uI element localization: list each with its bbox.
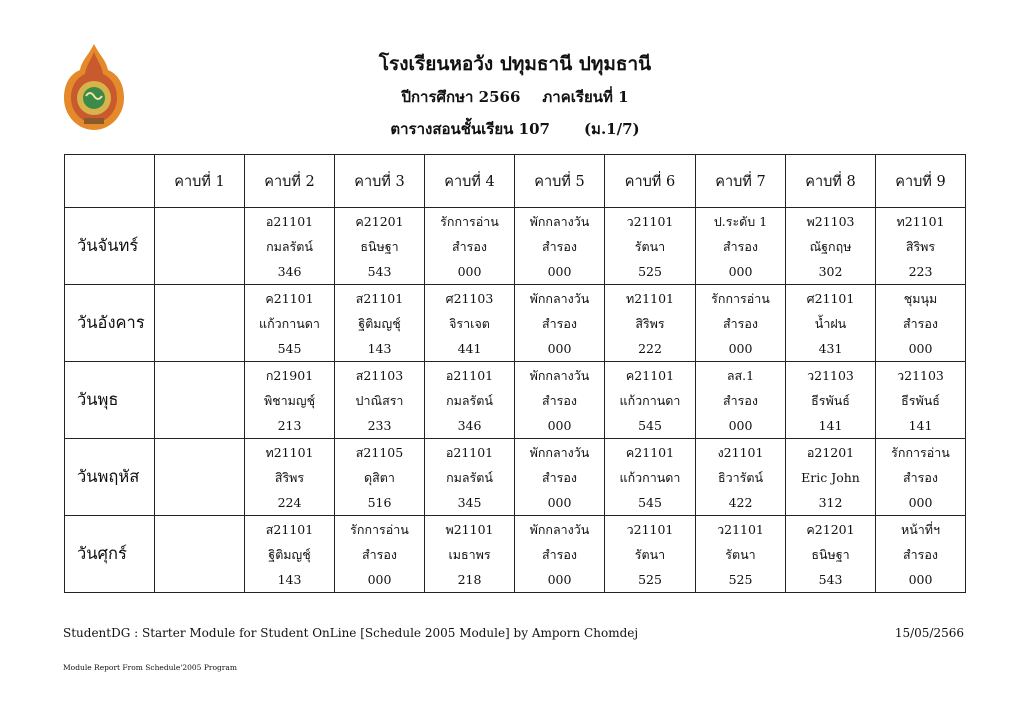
schedule-cell: [155, 439, 245, 516]
period-header: คาบที่ 6: [605, 155, 696, 208]
cell-code: ว21101: [626, 213, 674, 229]
cell-code: ก21901: [265, 367, 314, 383]
cell-code: พ21101: [445, 521, 494, 537]
schedule-cell: [605, 208, 696, 285]
cell-code: พักกลางวัน: [529, 367, 590, 383]
schedule-cell: [155, 285, 245, 362]
cell-room: 000: [728, 340, 753, 356]
cell-teacher: แก้วกานดา: [619, 469, 681, 485]
cell-teacher: เมธาพร: [448, 546, 491, 562]
day-label: วันอังคาร: [65, 285, 155, 362]
cell-room: 141: [908, 417, 933, 433]
cell-teacher: สำรอง: [723, 315, 758, 331]
cell-room: 224: [277, 494, 302, 510]
cell-code: ส21101: [265, 521, 314, 537]
cell-room: 312: [818, 494, 843, 510]
cell-room: 525: [728, 571, 753, 587]
cell-teacher: แก้วกานดา: [259, 315, 320, 331]
period-header: คาบที่ 4: [425, 155, 515, 208]
schedule-cell: [605, 285, 696, 362]
schedule-cell: [335, 285, 425, 362]
cell-teacher: ธีรพันธ์: [901, 392, 940, 408]
cell-code: รักการอ่าน: [350, 521, 409, 537]
schedule-cell: [245, 516, 335, 593]
schedule-cell: [515, 362, 605, 439]
schedule-cell: [515, 285, 605, 362]
cell-code: ว21103: [897, 367, 944, 383]
cell-code: รักการอ่าน: [711, 290, 770, 306]
cell-teacher: สำรอง: [362, 546, 397, 562]
cell-teacher: ธีรพันธ์: [811, 392, 850, 408]
schedule-cell: [696, 516, 786, 593]
cell-room: 543: [367, 263, 392, 279]
cell-room: 516: [367, 494, 392, 510]
schedule-cell: [425, 208, 515, 285]
cell-teacher: ดุสิตา: [364, 469, 395, 485]
schedule-cell: [786, 285, 876, 362]
period-header: คาบที่ 3: [335, 155, 425, 208]
schedule-cell: [335, 362, 425, 439]
cell-code: ป.ระดับ 1: [713, 213, 768, 229]
header-row: [65, 155, 966, 208]
cell-room: 233: [367, 417, 392, 433]
cell-room: 543: [818, 571, 843, 587]
day-label: วันจันทร์: [65, 208, 155, 285]
schedule-cell: [605, 439, 696, 516]
cell-teacher: สำรอง: [542, 469, 577, 485]
corner-cell: [65, 155, 155, 208]
cell-code: ว21101: [626, 521, 674, 537]
cell-code: พักกลางวัน: [529, 521, 590, 537]
cell-room: 223: [908, 263, 933, 279]
cell-teacher: สำรอง: [903, 315, 938, 331]
schedule-title-line: [250, 117, 780, 141]
cell-teacher: สำรอง: [542, 546, 577, 562]
cell-teacher: น้ำฝน: [814, 315, 847, 331]
day-label: วันศุกร์: [65, 516, 155, 593]
schedule-cell: [425, 285, 515, 362]
cell-teacher: สิริพร: [905, 238, 936, 254]
term: ภาคเรียนที่ 1: [542, 88, 629, 106]
cell-code: อ21101: [445, 367, 494, 383]
schedule-cell: [605, 362, 696, 439]
cell-code: ค21101: [625, 444, 675, 460]
cell-room: 000: [908, 340, 933, 356]
cell-code: อ21101: [445, 444, 494, 460]
cell-teacher: สำรอง: [542, 315, 577, 331]
cell-teacher: ณัฐกฤษ: [809, 238, 852, 254]
period-header: คาบที่ 7: [696, 155, 786, 208]
cell-room: 000: [547, 340, 572, 356]
cell-teacher: สำรอง: [542, 238, 577, 254]
day-label: วันพฤหัส: [65, 439, 155, 516]
table-row: [65, 362, 966, 439]
schedule-cell: [786, 439, 876, 516]
schedule-cell: [876, 439, 966, 516]
cell-room: 141: [818, 417, 843, 433]
table-row: [65, 208, 966, 285]
day-label: วันพุธ: [65, 362, 155, 439]
cell-room: 422: [728, 494, 753, 510]
cell-room: 000: [728, 263, 753, 279]
cell-room: 213: [277, 417, 302, 433]
cell-teacher: ธนิษฐา: [811, 546, 850, 562]
cell-teacher: พิชามญชุ์: [263, 392, 316, 408]
cell-teacher: ธนิษฐา: [360, 238, 399, 254]
cell-code: ชุมนุม: [903, 290, 938, 306]
cell-code: ค21101: [625, 367, 675, 383]
cell-teacher: สิริพร: [274, 469, 305, 485]
cell-code: อ21201: [806, 444, 855, 460]
schedule-cell: [696, 439, 786, 516]
cell-code: พักกลางวัน: [529, 290, 590, 306]
cell-code: พ21103: [806, 213, 855, 229]
cell-teacher: สำรอง: [903, 546, 938, 562]
schedule-cell: [876, 208, 966, 285]
cell-room: 143: [367, 340, 392, 356]
cell-teacher: แก้วกานดา: [619, 392, 681, 408]
class-label: (ม.1/7): [583, 120, 640, 138]
table-row: [65, 439, 966, 516]
cell-room: 441: [457, 340, 482, 356]
schedule-cell: [696, 208, 786, 285]
cell-teacher: รัตนา: [634, 238, 666, 254]
schedule-cell: [335, 439, 425, 516]
cell-code: ท21101: [896, 213, 945, 229]
table-row: [65, 516, 966, 593]
cell-code: ท21101: [625, 290, 674, 306]
schedule-cell: [425, 439, 515, 516]
cell-teacher: สำรอง: [723, 238, 758, 254]
cell-code: ว21103: [807, 367, 854, 383]
cell-code: พักกลางวัน: [529, 444, 590, 460]
academic-year-line: [250, 85, 780, 109]
cell-teacher: ฐิติมญชุ์: [358, 315, 401, 331]
period-header: คาบที่ 1: [155, 155, 245, 208]
cell-code: รักการอ่าน: [440, 213, 499, 229]
footer-credit: StudentDG : Starter Module for Student OnLine [Schedule 2005 Module] by Amporn Chomdej: [63, 626, 639, 640]
schedule-cell: [335, 516, 425, 593]
schedule-cell: [876, 362, 966, 439]
cell-code: ค21201: [806, 521, 855, 537]
cell-teacher: ปาณิสรา: [355, 392, 404, 408]
cell-teacher: รัตนา: [634, 546, 666, 562]
cell-teacher: สำรอง: [903, 469, 938, 485]
cell-room: 143: [277, 571, 302, 587]
cell-teacher: สิริพร: [635, 315, 665, 331]
cell-teacher: สำรอง: [452, 238, 487, 254]
cell-code: ศ21103: [445, 290, 494, 306]
cell-room: 545: [638, 417, 662, 433]
cell-room: 545: [277, 340, 302, 356]
cell-room: 000: [728, 417, 753, 433]
period-header: คาบที่ 2: [245, 155, 335, 208]
period-header: คาบที่ 5: [515, 155, 605, 208]
cell-code: ว21101: [717, 521, 764, 537]
schedule-cell: [155, 208, 245, 285]
cell-room: 222: [638, 340, 662, 356]
schedule-cell: [786, 516, 876, 593]
cell-room: 000: [547, 571, 572, 587]
cell-code: รักการอ่าน: [891, 444, 950, 460]
schedule-cell: [425, 362, 515, 439]
schedule-cell: [155, 362, 245, 439]
cell-code: ศ21101: [806, 290, 855, 306]
schedule-table: [64, 154, 966, 593]
cell-code: พักกลางวัน: [529, 213, 590, 229]
schedule-cell: [245, 439, 335, 516]
cell-room: 346: [457, 417, 482, 433]
schedule-cell: [335, 208, 425, 285]
schedule-cell: [696, 285, 786, 362]
cell-teacher: สำรอง: [542, 392, 577, 408]
cell-room: 000: [908, 571, 933, 587]
cell-room: 431: [818, 340, 843, 356]
cell-code: ค21101: [265, 290, 314, 306]
period-header: คาบที่ 9: [876, 155, 966, 208]
period-header: คาบที่ 8: [786, 155, 876, 208]
cell-code: ค21201: [355, 213, 404, 229]
cell-teacher: สำรอง: [723, 392, 758, 408]
schedule-cell: [515, 516, 605, 593]
academic-year: ปีการศึกษา 2566: [401, 88, 521, 106]
schedule-cell: [155, 516, 245, 593]
cell-room: 000: [367, 571, 392, 587]
schedule-cell: [245, 208, 335, 285]
cell-teacher: กมลรัตน์: [266, 238, 313, 254]
cell-room: 000: [547, 263, 572, 279]
cell-teacher: จิราเจต: [449, 315, 490, 331]
footer-date: 15/05/2566: [894, 626, 964, 640]
cell-room: 000: [457, 263, 482, 279]
schedule-cell: [786, 362, 876, 439]
cell-code: ลส.1: [726, 367, 755, 383]
cell-room: 218: [457, 571, 482, 587]
cell-room: 345: [457, 494, 482, 510]
cell-room: 525: [638, 571, 662, 587]
schedule-cell: [515, 208, 605, 285]
schedule-cell: [245, 362, 335, 439]
cell-room: 000: [547, 494, 572, 510]
cell-teacher: รัตนา: [725, 546, 756, 562]
footer-note: Module Report From Schedule'2005 Program: [63, 663, 237, 672]
cell-teacher: ธิวารัตน์: [717, 469, 764, 485]
schedule-cell: [876, 516, 966, 593]
cell-teacher: กมลรัตน์: [446, 469, 493, 485]
cell-room: 346: [277, 263, 302, 279]
cell-teacher: Eric John: [801, 469, 860, 485]
school-emblem-icon: [58, 42, 130, 134]
schedule-cell: [696, 362, 786, 439]
cell-code: ง21101: [717, 444, 764, 460]
schedule-cell: [245, 285, 335, 362]
cell-room: 525: [638, 263, 662, 279]
cell-code: อ21101: [265, 213, 314, 229]
cell-code: ส21103: [355, 367, 404, 383]
cell-room: 000: [908, 494, 933, 510]
cell-code: ส21101: [355, 290, 404, 306]
cell-code: ท21101: [265, 444, 314, 460]
cell-code: หน้าที่ฯ: [900, 521, 941, 537]
schedule-title: ตารางสอนชั้นเรียน 107: [390, 120, 550, 138]
schedule-cell: [605, 516, 696, 593]
table-row: [65, 285, 966, 362]
cell-room: 000: [547, 417, 572, 433]
school-name: โรงเรียนหอวัง ปทุมธานี ปทุมธานี: [378, 53, 652, 75]
cell-room: 302: [818, 263, 843, 279]
cell-teacher: ฐิติมญชุ์: [268, 546, 311, 562]
schedule-cell: [876, 285, 966, 362]
cell-room: 545: [638, 494, 662, 510]
cell-teacher: กมลรัตน์: [446, 392, 493, 408]
schedule-cell: [515, 439, 605, 516]
schedule-cell: [786, 208, 876, 285]
cell-code: ส21105: [355, 444, 404, 460]
schedule-cell: [425, 516, 515, 593]
